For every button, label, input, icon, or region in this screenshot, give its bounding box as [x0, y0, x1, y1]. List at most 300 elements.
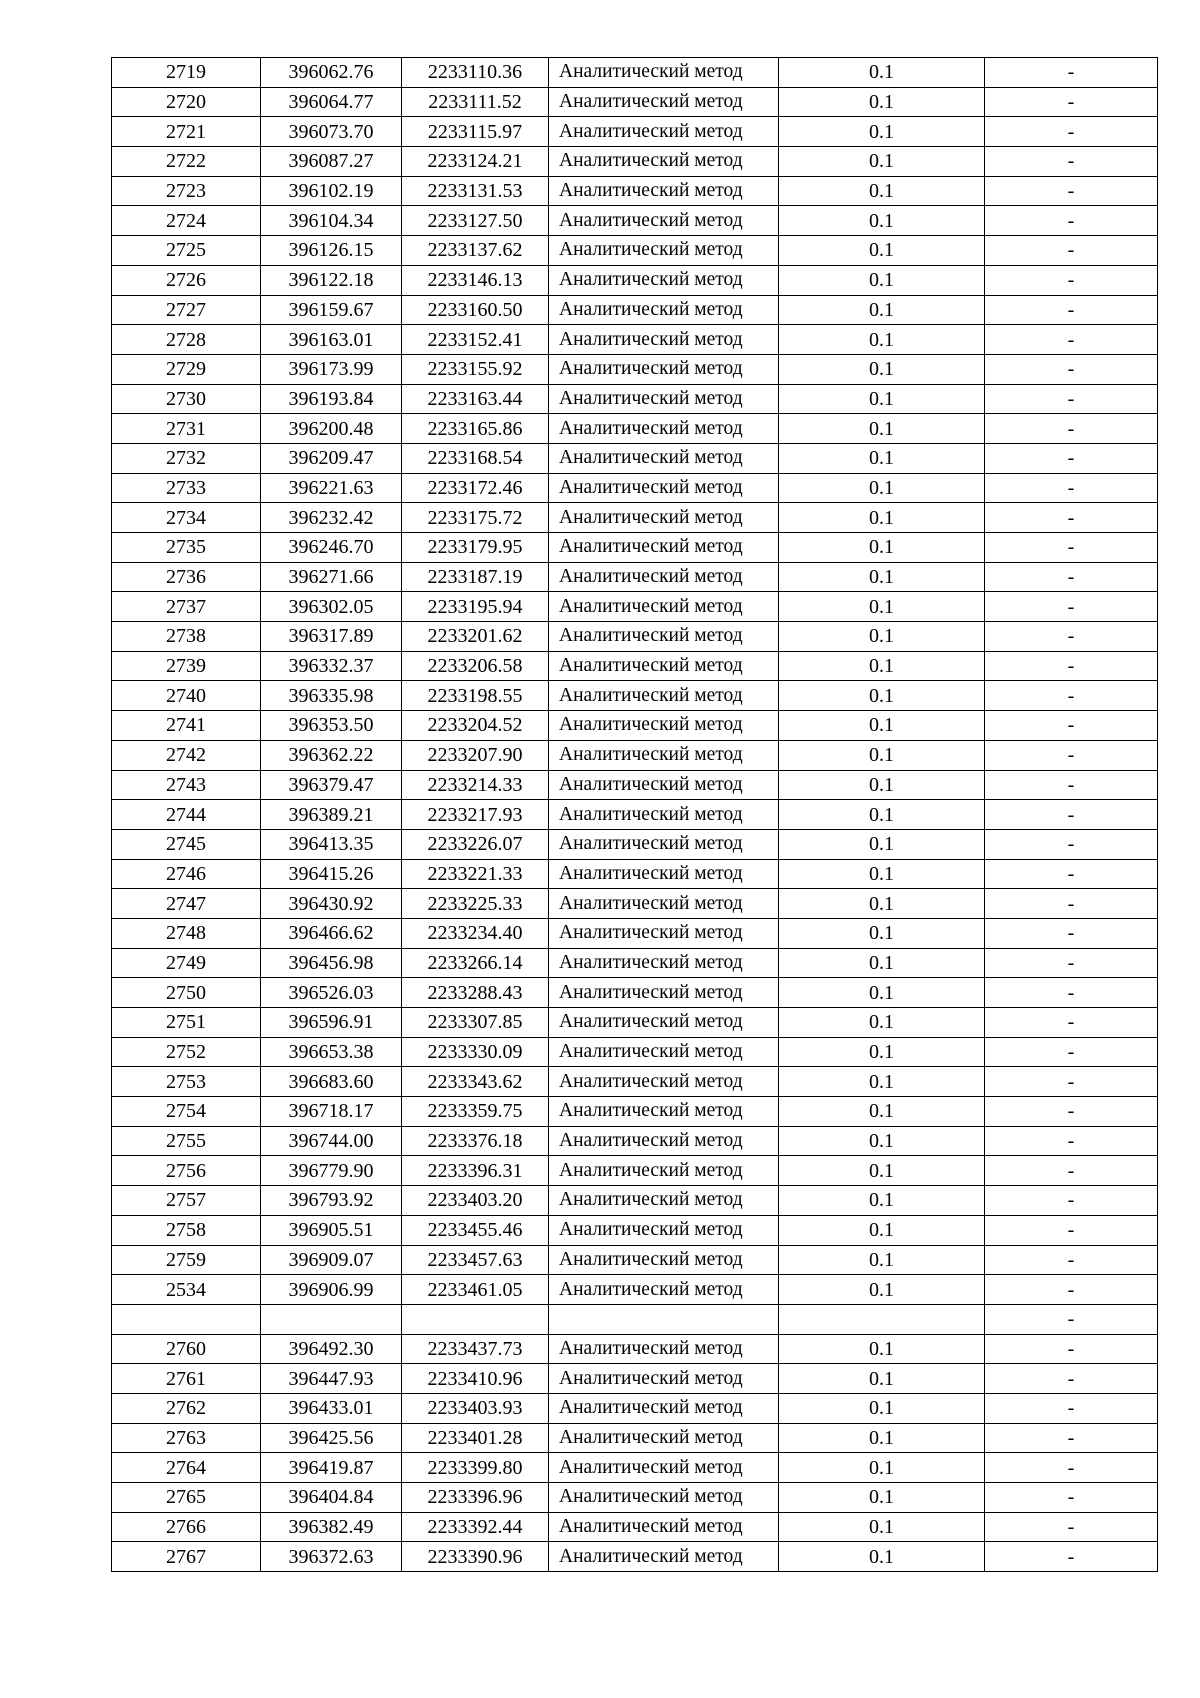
- cell-point-number: 2722: [112, 147, 261, 177]
- cell-point-number: 2751: [112, 1008, 261, 1038]
- cell-accuracy: 0.1: [779, 325, 985, 355]
- cell-coord-y: 2233131.53: [402, 176, 549, 206]
- cell-note: -: [985, 918, 1158, 948]
- cell-coord-x: 396744.00: [261, 1126, 402, 1156]
- cell-accuracy: 0.1: [779, 711, 985, 741]
- cell-accuracy: 0.1: [779, 1215, 985, 1245]
- cell-note: -: [985, 1275, 1158, 1305]
- cell-coord-y: 2233234.40: [402, 918, 549, 948]
- cell-note: -: [985, 1393, 1158, 1423]
- cell-point-number: 2730: [112, 384, 261, 414]
- cell-coord-x: 396905.51: [261, 1215, 402, 1245]
- cell-method: Аналитический метод: [549, 592, 779, 622]
- cell-coord-x: [261, 1304, 402, 1334]
- cell-point-number: 2736: [112, 562, 261, 592]
- cell-coord-y: 2233403.20: [402, 1186, 549, 1216]
- cell-coord-y: 2233165.86: [402, 414, 549, 444]
- cell-accuracy: 0.1: [779, 622, 985, 652]
- cell-accuracy: 0.1: [779, 740, 985, 770]
- cell-coord-y: 2233137.62: [402, 236, 549, 266]
- cell-coord-x: 396379.47: [261, 770, 402, 800]
- cell-method: Аналитический метод: [549, 1334, 779, 1364]
- cell-note: -: [985, 473, 1158, 503]
- cell-note: -: [985, 1364, 1158, 1394]
- cell-point-number: 2723: [112, 176, 261, 206]
- cell-accuracy: 0.1: [779, 1542, 985, 1572]
- cell-coord-y: [402, 1304, 549, 1334]
- cell-note: -: [985, 533, 1158, 563]
- cell-coord-x: 396271.66: [261, 562, 402, 592]
- cell-note: -: [985, 681, 1158, 711]
- table-row: [112, 58, 1158, 88]
- table-row: [112, 147, 1158, 177]
- cell-point-number: 2763: [112, 1423, 261, 1453]
- cell-coord-x: 396433.01: [261, 1393, 402, 1423]
- cell-accuracy: 0.1: [779, 1393, 985, 1423]
- cell-method: Аналитический метод: [549, 414, 779, 444]
- cell-point-number: 2724: [112, 206, 261, 236]
- table-row: [112, 533, 1158, 563]
- cell-method: Аналитический метод: [549, 1453, 779, 1483]
- cell-point-number: 2738: [112, 622, 261, 652]
- cell-point-number: 2729: [112, 354, 261, 384]
- table-row: [112, 295, 1158, 325]
- cell-method: Аналитический метод: [549, 1156, 779, 1186]
- cell-coord-x: 396193.84: [261, 384, 402, 414]
- cell-note: -: [985, 592, 1158, 622]
- cell-coord-y: 2233403.93: [402, 1393, 549, 1423]
- cell-accuracy: 0.1: [779, 1067, 985, 1097]
- cell-coord-x: 396232.42: [261, 503, 402, 533]
- cell-note: -: [985, 651, 1158, 681]
- table-row: [112, 206, 1158, 236]
- cell-method: Аналитический метод: [549, 770, 779, 800]
- cell-method: Аналитический метод: [549, 651, 779, 681]
- cell-method: Аналитический метод: [549, 1275, 779, 1305]
- cell-accuracy: 0.1: [779, 354, 985, 384]
- cell-note: -: [985, 829, 1158, 859]
- cell-accuracy: 0.1: [779, 1008, 985, 1038]
- cell-coord-y: 2233195.94: [402, 592, 549, 622]
- cell-coord-y: 2233457.63: [402, 1245, 549, 1275]
- cell-note: -: [985, 236, 1158, 266]
- cell-note: -: [985, 1512, 1158, 1542]
- table-row: [112, 1245, 1158, 1275]
- cell-method: Аналитический метод: [549, 681, 779, 711]
- table-row: [112, 770, 1158, 800]
- cell-method: Аналитический метод: [549, 1186, 779, 1216]
- cell-point-number: 2746: [112, 859, 261, 889]
- cell-method: Аналитический метод: [549, 147, 779, 177]
- cell-coord-x: 396492.30: [261, 1334, 402, 1364]
- table-row: [112, 1037, 1158, 1067]
- cell-point-number: 2739: [112, 651, 261, 681]
- cell-coord-x: 396466.62: [261, 918, 402, 948]
- cell-coord-y: 2233110.36: [402, 58, 549, 88]
- cell-accuracy: 0.1: [779, 206, 985, 236]
- cell-coord-x: 396906.99: [261, 1275, 402, 1305]
- table-row: [112, 443, 1158, 473]
- cell-method: Аналитический метод: [549, 325, 779, 355]
- cell-coord-x: 396425.56: [261, 1423, 402, 1453]
- cell-point-number: 2742: [112, 740, 261, 770]
- cell-point-number: 2732: [112, 443, 261, 473]
- cell-method: Аналитический метод: [549, 503, 779, 533]
- cell-coord-y: 2233359.75: [402, 1097, 549, 1127]
- cell-method: Аналитический метод: [549, 1393, 779, 1423]
- cell-coord-x: 396087.27: [261, 147, 402, 177]
- cell-note: -: [985, 1423, 1158, 1453]
- cell-point-number: 2758: [112, 1215, 261, 1245]
- cell-accuracy: 0.1: [779, 918, 985, 948]
- cell-note: -: [985, 1245, 1158, 1275]
- table-row: [112, 1275, 1158, 1305]
- cell-coord-y: 2233127.50: [402, 206, 549, 236]
- cell-point-number: 2753: [112, 1067, 261, 1097]
- cell-coord-x: 396064.77: [261, 87, 402, 117]
- cell-point-number: 2725: [112, 236, 261, 266]
- cell-coord-y: 2233175.72: [402, 503, 549, 533]
- cell-method: [549, 1304, 779, 1334]
- cell-coord-y: 2233396.31: [402, 1156, 549, 1186]
- cell-point-number: 2756: [112, 1156, 261, 1186]
- cell-note: -: [985, 562, 1158, 592]
- cell-method: Аналитический метод: [549, 1067, 779, 1097]
- cell-note: -: [985, 58, 1158, 88]
- cell-note: -: [985, 1186, 1158, 1216]
- cell-method: Аналитический метод: [549, 473, 779, 503]
- cell-method: Аналитический метод: [549, 176, 779, 206]
- cell-coord-y: 2233206.58: [402, 651, 549, 681]
- cell-coord-y: 2233187.19: [402, 562, 549, 592]
- cell-note: -: [985, 1156, 1158, 1186]
- table-row: [112, 265, 1158, 295]
- table-row: [112, 1186, 1158, 1216]
- cell-point-number: 2767: [112, 1542, 261, 1572]
- cell-note: -: [985, 176, 1158, 206]
- cell-coord-x: 396317.89: [261, 622, 402, 652]
- table-row: [112, 1512, 1158, 1542]
- cell-coord-y: 2233288.43: [402, 978, 549, 1008]
- cell-point-number: 2728: [112, 325, 261, 355]
- cell-accuracy: 0.1: [779, 948, 985, 978]
- cell-method: Аналитический метод: [549, 1126, 779, 1156]
- cell-coord-x: 396413.35: [261, 829, 402, 859]
- table-row: [112, 740, 1158, 770]
- cell-coord-y: 2233396.96: [402, 1483, 549, 1513]
- cell-point-number: 2741: [112, 711, 261, 741]
- cell-accuracy: 0.1: [779, 592, 985, 622]
- cell-accuracy: 0.1: [779, 473, 985, 503]
- cell-method: Аналитический метод: [549, 265, 779, 295]
- cell-note: -: [985, 295, 1158, 325]
- cell-coord-x: 396419.87: [261, 1453, 402, 1483]
- cell-point-number: 2755: [112, 1126, 261, 1156]
- cell-coord-x: 396362.22: [261, 740, 402, 770]
- cell-coord-x: 396332.37: [261, 651, 402, 681]
- cell-method: Аналитический метод: [549, 889, 779, 919]
- cell-coord-y: 2233401.28: [402, 1423, 549, 1453]
- cell-note: -: [985, 1483, 1158, 1513]
- cell-coord-y: 2233343.62: [402, 1067, 549, 1097]
- table-row: [112, 562, 1158, 592]
- cell-coord-x: 396404.84: [261, 1483, 402, 1513]
- cell-point-number: 2740: [112, 681, 261, 711]
- cell-coord-y: 2233160.50: [402, 295, 549, 325]
- cell-accuracy: 0.1: [779, 1156, 985, 1186]
- cell-coord-x: 396430.92: [261, 889, 402, 919]
- cell-coord-x: 396382.49: [261, 1512, 402, 1542]
- cell-note: -: [985, 265, 1158, 295]
- cell-accuracy: 0.1: [779, 681, 985, 711]
- cell-method: Аналитический метод: [549, 1364, 779, 1394]
- cell-coord-x: 396163.01: [261, 325, 402, 355]
- cell-accuracy: 0.1: [779, 58, 985, 88]
- cell-coord-x: 396372.63: [261, 1542, 402, 1572]
- cell-accuracy: 0.1: [779, 1037, 985, 1067]
- cell-method: Аналитический метод: [549, 1245, 779, 1275]
- cell-coord-y: 2233201.62: [402, 622, 549, 652]
- cell-accuracy: 0.1: [779, 414, 985, 444]
- cell-point-number: 2735: [112, 533, 261, 563]
- cell-coord-y: 2233221.33: [402, 859, 549, 889]
- cell-coord-y: 2233198.55: [402, 681, 549, 711]
- cell-accuracy: [779, 1304, 985, 1334]
- cell-note: -: [985, 1126, 1158, 1156]
- cell-note: -: [985, 1334, 1158, 1364]
- cell-method: Аналитический метод: [549, 1512, 779, 1542]
- table-row: [112, 1483, 1158, 1513]
- cell-coord-x: 396122.18: [261, 265, 402, 295]
- cell-note: -: [985, 117, 1158, 147]
- cell-coord-y: 2233207.90: [402, 740, 549, 770]
- cell-coord-y: 2233163.44: [402, 384, 549, 414]
- table-row: [112, 800, 1158, 830]
- table-row: [112, 681, 1158, 711]
- cell-method: Аналитический метод: [549, 711, 779, 741]
- cell-coord-y: 2233225.33: [402, 889, 549, 919]
- cell-coord-y: 2233214.33: [402, 770, 549, 800]
- cell-method: Аналитический метод: [549, 1215, 779, 1245]
- cell-note: -: [985, 978, 1158, 1008]
- cell-coord-y: 2233124.21: [402, 147, 549, 177]
- cell-method: Аналитический метод: [549, 533, 779, 563]
- cell-accuracy: 0.1: [779, 800, 985, 830]
- cell-point-number: 2745: [112, 829, 261, 859]
- cell-accuracy: 0.1: [779, 265, 985, 295]
- cell-method: Аналитический метод: [549, 58, 779, 88]
- cell-coord-x: 396302.05: [261, 592, 402, 622]
- cell-coord-x: 396173.99: [261, 354, 402, 384]
- cell-method: Аналитический метод: [549, 1542, 779, 1572]
- coordinates-table: [111, 57, 1158, 1572]
- cell-coord-y: 2233204.52: [402, 711, 549, 741]
- cell-point-number: 2721: [112, 117, 261, 147]
- cell-accuracy: 0.1: [779, 1423, 985, 1453]
- cell-coord-y: 2233172.46: [402, 473, 549, 503]
- table-row: [112, 1215, 1158, 1245]
- cell-note: -: [985, 384, 1158, 414]
- cell-method: Аналитический метод: [549, 800, 779, 830]
- table-row: [112, 592, 1158, 622]
- cell-coord-y: 2233111.52: [402, 87, 549, 117]
- cell-coord-x: 396126.15: [261, 236, 402, 266]
- cell-coord-x: 396353.50: [261, 711, 402, 741]
- cell-accuracy: 0.1: [779, 1245, 985, 1275]
- cell-coord-y: 2233168.54: [402, 443, 549, 473]
- cell-accuracy: 0.1: [779, 1126, 985, 1156]
- cell-accuracy: 0.1: [779, 978, 985, 1008]
- table-row: [112, 503, 1158, 533]
- cell-coord-y: 2233179.95: [402, 533, 549, 563]
- cell-note: -: [985, 325, 1158, 355]
- table-row: [112, 1393, 1158, 1423]
- cell-coord-y: 2233399.80: [402, 1453, 549, 1483]
- cell-point-number: 2762: [112, 1393, 261, 1423]
- cell-coord-y: 2233155.92: [402, 354, 549, 384]
- cell-accuracy: 0.1: [779, 770, 985, 800]
- cell-note: -: [985, 1097, 1158, 1127]
- cell-note: -: [985, 622, 1158, 652]
- cell-accuracy: 0.1: [779, 1334, 985, 1364]
- cell-point-number: 2764: [112, 1453, 261, 1483]
- cell-point-number: 2737: [112, 592, 261, 622]
- cell-accuracy: 0.1: [779, 829, 985, 859]
- table-row: [112, 622, 1158, 652]
- table-row: [112, 829, 1158, 859]
- cell-point-number: 2719: [112, 58, 261, 88]
- cell-point-number: 2757: [112, 1186, 261, 1216]
- cell-coord-y: 2233226.07: [402, 829, 549, 859]
- cell-coord-y: 2233266.14: [402, 948, 549, 978]
- table-row: [112, 859, 1158, 889]
- table-row: [112, 711, 1158, 741]
- cell-coord-y: 2233307.85: [402, 1008, 549, 1038]
- cell-note: -: [985, 1037, 1158, 1067]
- cell-accuracy: 0.1: [779, 1364, 985, 1394]
- cell-coord-y: 2233217.93: [402, 800, 549, 830]
- cell-method: Аналитический метод: [549, 354, 779, 384]
- cell-coord-y: 2233115.97: [402, 117, 549, 147]
- cell-point-number: 2734: [112, 503, 261, 533]
- table-row: [112, 1156, 1158, 1186]
- cell-point-number: 2748: [112, 918, 261, 948]
- cell-coord-x: 396200.48: [261, 414, 402, 444]
- cell-coord-x: 396389.21: [261, 800, 402, 830]
- cell-method: Аналитический метод: [549, 1008, 779, 1038]
- cell-coord-x: 396246.70: [261, 533, 402, 563]
- cell-method: Аналитический метод: [549, 443, 779, 473]
- cell-accuracy: 0.1: [779, 384, 985, 414]
- cell-point-number: 2766: [112, 1512, 261, 1542]
- cell-accuracy: 0.1: [779, 1275, 985, 1305]
- cell-note: -: [985, 1008, 1158, 1038]
- cell-method: Аналитический метод: [549, 948, 779, 978]
- cell-coord-x: 396335.98: [261, 681, 402, 711]
- cell-method: Аналитический метод: [549, 978, 779, 1008]
- cell-point-number: 2534: [112, 1275, 261, 1305]
- cell-point-number: 2731: [112, 414, 261, 444]
- cell-accuracy: 0.1: [779, 889, 985, 919]
- cell-note: -: [985, 740, 1158, 770]
- table-row: [112, 978, 1158, 1008]
- cell-coord-y: 2233461.05: [402, 1275, 549, 1305]
- cell-accuracy: 0.1: [779, 117, 985, 147]
- cell-coord-x: 396456.98: [261, 948, 402, 978]
- table-row: [112, 325, 1158, 355]
- cell-coord-x: 396909.07: [261, 1245, 402, 1275]
- cell-accuracy: 0.1: [779, 443, 985, 473]
- table-row: [112, 384, 1158, 414]
- cell-note: -: [985, 1453, 1158, 1483]
- cell-method: Аналитический метод: [549, 740, 779, 770]
- cell-accuracy: 0.1: [779, 1097, 985, 1127]
- cell-method: Аналитический метод: [549, 87, 779, 117]
- cell-method: Аналитический метод: [549, 562, 779, 592]
- table-row: [112, 1126, 1158, 1156]
- cell-coord-x: 396653.38: [261, 1037, 402, 1067]
- cell-note: -: [985, 770, 1158, 800]
- table-row: [112, 117, 1158, 147]
- cell-method: Аналитический метод: [549, 829, 779, 859]
- cell-note: -: [985, 1542, 1158, 1572]
- cell-coord-x: 396209.47: [261, 443, 402, 473]
- cell-point-number: 2759: [112, 1245, 261, 1275]
- cell-accuracy: 0.1: [779, 1186, 985, 1216]
- cell-accuracy: 0.1: [779, 533, 985, 563]
- cell-note: -: [985, 354, 1158, 384]
- cell-coord-x: 396159.67: [261, 295, 402, 325]
- cell-coord-x: 396221.63: [261, 473, 402, 503]
- cell-note: -: [985, 948, 1158, 978]
- table-row: [112, 414, 1158, 444]
- cell-note: -: [985, 87, 1158, 117]
- cell-point-number: 2752: [112, 1037, 261, 1067]
- table-row: [112, 1097, 1158, 1127]
- cell-note: -: [985, 147, 1158, 177]
- cell-note: -: [985, 1304, 1158, 1334]
- table-row: [112, 236, 1158, 266]
- cell-accuracy: 0.1: [779, 176, 985, 206]
- cell-method: Аналитический метод: [549, 918, 779, 948]
- table-row: [112, 1304, 1158, 1334]
- cell-method: Аналитический метод: [549, 1423, 779, 1453]
- table-row: [112, 889, 1158, 919]
- cell-coord-y: 2233152.41: [402, 325, 549, 355]
- cell-point-number: 2749: [112, 948, 261, 978]
- cell-method: Аналитический метод: [549, 1097, 779, 1127]
- cell-point-number: [112, 1304, 261, 1334]
- cell-point-number: 2733: [112, 473, 261, 503]
- cell-accuracy: 0.1: [779, 562, 985, 592]
- cell-coord-x: 396793.92: [261, 1186, 402, 1216]
- cell-accuracy: 0.1: [779, 651, 985, 681]
- cell-accuracy: 0.1: [779, 236, 985, 266]
- cell-coord-x: 396104.34: [261, 206, 402, 236]
- cell-method: Аналитический метод: [549, 384, 779, 414]
- cell-method: Аналитический метод: [549, 236, 779, 266]
- cell-accuracy: 0.1: [779, 859, 985, 889]
- cell-accuracy: 0.1: [779, 1483, 985, 1513]
- cell-note: -: [985, 859, 1158, 889]
- cell-method: Аналитический метод: [549, 295, 779, 325]
- cell-accuracy: 0.1: [779, 147, 985, 177]
- cell-coord-y: 2233437.73: [402, 1334, 549, 1364]
- cell-coord-y: 2233330.09: [402, 1037, 549, 1067]
- cell-coord-x: 396415.26: [261, 859, 402, 889]
- cell-point-number: 2761: [112, 1364, 261, 1394]
- cell-accuracy: 0.1: [779, 503, 985, 533]
